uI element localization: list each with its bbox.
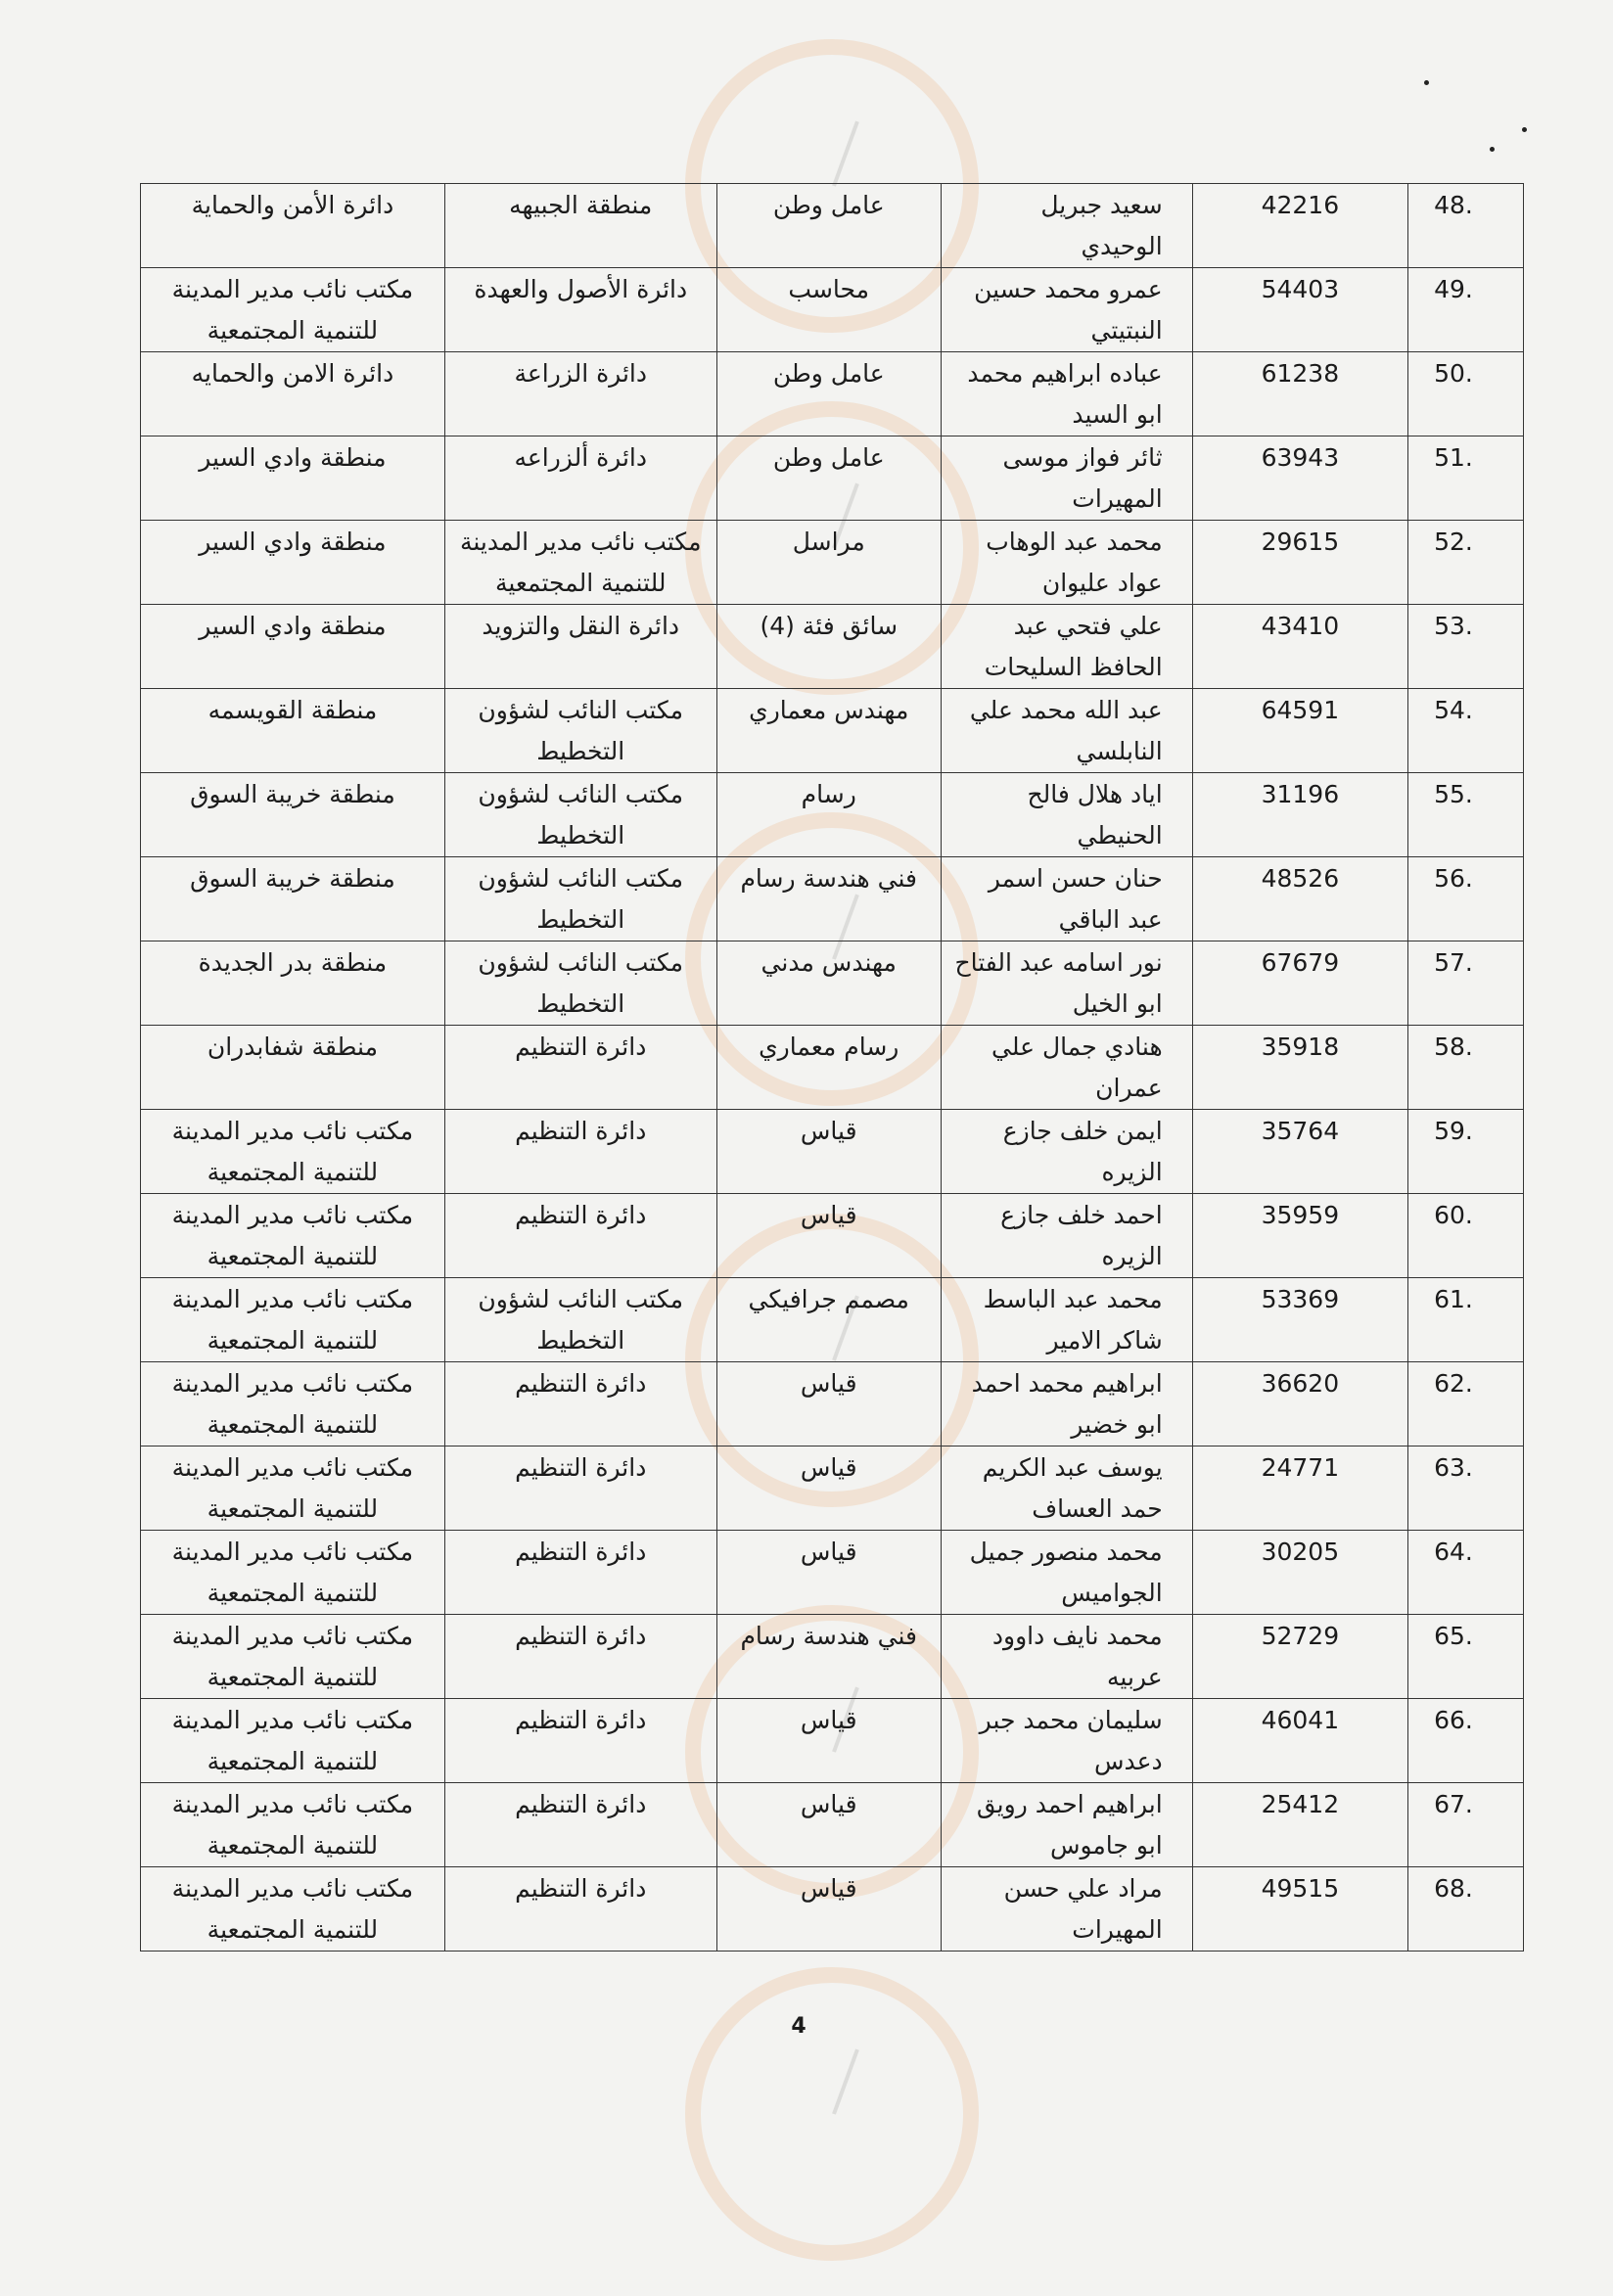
job-title: قياس <box>716 1110 941 1194</box>
job-title: رسام معماري <box>716 1026 941 1110</box>
new-location: مكتب نائب مدير المدينة للتنمية المجتمعية <box>141 1615 445 1699</box>
employee-id: 46041 <box>1192 1699 1407 1783</box>
employee-id: 31196 <box>1192 773 1407 857</box>
new-location: منطقة خريبة السوق <box>141 773 445 857</box>
current-department: دائرة التنظيم <box>444 1783 716 1867</box>
row-number: 54. <box>1408 689 1524 773</box>
current-department: مكتب النائب لشؤون التخطيط <box>444 941 716 1026</box>
employee-id: 29615 <box>1192 521 1407 605</box>
current-department: مكتب النائب لشؤون التخطيط <box>444 857 716 941</box>
row-number: 68. <box>1408 1867 1524 1952</box>
job-title: مصمم جرافيكي <box>716 1278 941 1362</box>
current-department: دائرة التنظيم <box>444 1615 716 1699</box>
new-location: منطقة خريبة السوق <box>141 857 445 941</box>
employee-id: 52729 <box>1192 1615 1407 1699</box>
job-title: عامل وطن <box>716 352 941 436</box>
table-row <box>141 436 1524 521</box>
employee-name: ايمن خلف جازع الزيره <box>941 1110 1192 1194</box>
employee-name: ثائر فواز موسى المهيرات <box>941 436 1192 521</box>
employee-name: علي فتحي عبد الحافظ السليحات <box>941 605 1192 689</box>
table-row <box>141 1110 1524 1194</box>
employee-id: 67679 <box>1192 941 1407 1026</box>
table-row <box>141 268 1524 352</box>
new-location: مكتب نائب مدير المدينة للتنمية المجتمعية <box>141 1446 445 1531</box>
table-row <box>141 1867 1524 1952</box>
row-number: 49. <box>1408 268 1524 352</box>
table-row <box>141 1699 1524 1783</box>
current-department: دائرة التنظيم <box>444 1110 716 1194</box>
row-number: 62. <box>1408 1362 1524 1446</box>
table-row <box>141 1194 1524 1278</box>
current-department: دائرة الأصول والعهدة <box>444 268 716 352</box>
job-title: مهندس مدني <box>716 941 941 1026</box>
new-location: دائرة الامن والحمايه <box>141 352 445 436</box>
new-location: مكتب نائب مدير المدينة للتنمية المجتمعية <box>141 1362 445 1446</box>
watermark-clock-logo <box>685 1967 979 2261</box>
current-department: دائرة الزراعة <box>444 352 716 436</box>
row-number: 61. <box>1408 1278 1524 1362</box>
employee-id: 35764 <box>1192 1110 1407 1194</box>
employee-name: اياد هلال فالح الحنيطي <box>941 773 1192 857</box>
job-title: قياس <box>716 1531 941 1615</box>
table-row <box>141 1278 1524 1362</box>
row-number: 57. <box>1408 941 1524 1026</box>
employee-name: حنان حسن اسمر عبد الباقي <box>941 857 1192 941</box>
table-row <box>141 1531 1524 1615</box>
table-row <box>141 773 1524 857</box>
table-row <box>141 521 1524 605</box>
job-title: مهندس معماري <box>716 689 941 773</box>
employee-name: عبد الله محمد علي النابلسي <box>941 689 1192 773</box>
employee-name: احمد خلف جازع الزيره <box>941 1194 1192 1278</box>
row-number: 51. <box>1408 436 1524 521</box>
job-title: محاسب <box>716 268 941 352</box>
job-title: قياس <box>716 1362 941 1446</box>
employee-name: ابراهيم احمد رويق ابو جاموس <box>941 1783 1192 1867</box>
employee-id: 35918 <box>1192 1026 1407 1110</box>
row-number: 60. <box>1408 1194 1524 1278</box>
job-title: مراسل <box>716 521 941 605</box>
page-number: 4 <box>791 2014 806 2039</box>
table-row <box>141 1615 1524 1699</box>
current-department: مكتب النائب لشؤون التخطيط <box>444 689 716 773</box>
row-number: 63. <box>1408 1446 1524 1531</box>
employee-name: نور اسامه عبد الفتاح ابو الخيل <box>941 941 1192 1026</box>
new-location: منطقة وادي السير <box>141 436 445 521</box>
current-department: دائرة التنظيم <box>444 1194 716 1278</box>
new-location: مكتب نائب مدير المدينة للتنمية المجتمعية <box>141 1194 445 1278</box>
job-title: سائق فئة (4) <box>716 605 941 689</box>
table-row <box>141 941 1524 1026</box>
row-number: 66. <box>1408 1699 1524 1783</box>
row-number: 52. <box>1408 521 1524 605</box>
job-title: عامل وطن <box>716 436 941 521</box>
table-row <box>141 605 1524 689</box>
row-number: 48. <box>1408 184 1524 268</box>
new-location: منطقة بدر الجديدة <box>141 941 445 1026</box>
employee-name: محمد نايف داوود عربيه <box>941 1615 1192 1699</box>
current-department: دائرة التنظيم <box>444 1531 716 1615</box>
row-number: 58. <box>1408 1026 1524 1110</box>
new-location: دائرة الأمن والحماية <box>141 184 445 268</box>
employee-name: عمرو محمد حسين النبتيتي <box>941 268 1192 352</box>
current-department: دائرة التنظيم <box>444 1867 716 1952</box>
row-number: 67. <box>1408 1783 1524 1867</box>
row-number: 65. <box>1408 1615 1524 1699</box>
current-department: دائرة التنظيم <box>444 1699 716 1783</box>
employee-id: 30205 <box>1192 1531 1407 1615</box>
new-location: مكتب نائب مدير المدينة للتنمية المجتمعية <box>141 1699 445 1783</box>
table-row <box>141 1026 1524 1110</box>
employee-id: 36620 <box>1192 1362 1407 1446</box>
employee-id: 64591 <box>1192 689 1407 773</box>
new-location: مكتب نائب مدير المدينة للتنمية المجتمعية <box>141 1531 445 1615</box>
table-row <box>141 1783 1524 1867</box>
employee-id: 54403 <box>1192 268 1407 352</box>
employee-id: 42216 <box>1192 184 1407 268</box>
job-title: رسام <box>716 773 941 857</box>
employee-name: عباده ابراهيم محمد ابو السيد <box>941 352 1192 436</box>
job-title: فني هندسة رسام <box>716 1615 941 1699</box>
scan-speck <box>1522 127 1527 132</box>
new-location: مكتب نائب مدير المدينة للتنمية المجتمعية <box>141 1110 445 1194</box>
table-row <box>141 352 1524 436</box>
row-number: 50. <box>1408 352 1524 436</box>
job-title: فني هندسة رسام <box>716 857 941 941</box>
job-title: قياس <box>716 1699 941 1783</box>
row-number: 59. <box>1408 1110 1524 1194</box>
row-number: 64. <box>1408 1531 1524 1615</box>
row-number: 55. <box>1408 773 1524 857</box>
employee-id: 63943 <box>1192 436 1407 521</box>
new-location: منطقة شفابدران <box>141 1026 445 1110</box>
table-row <box>141 1362 1524 1446</box>
employee-id: 61238 <box>1192 352 1407 436</box>
new-location: مكتب نائب مدير المدينة للتنمية المجتمعية <box>141 268 445 352</box>
job-title: عامل وطن <box>716 184 941 268</box>
employee-name: هنادي جمال علي عمران <box>941 1026 1192 1110</box>
current-department: دائرة النقل والتزويد <box>444 605 716 689</box>
scan-speck <box>1490 147 1495 152</box>
new-location: منطقة وادي السير <box>141 521 445 605</box>
employee-name: مراد علي حسن المهيرات <box>941 1867 1192 1952</box>
employee-id: 35959 <box>1192 1194 1407 1278</box>
employee-id: 53369 <box>1192 1278 1407 1362</box>
current-department: مكتب النائب لشؤون التخطيط <box>444 773 716 857</box>
employee-name: محمد عبد الوهاب عواد عليوان <box>941 521 1192 605</box>
job-title: قياس <box>716 1194 941 1278</box>
current-department: مكتب النائب لشؤون التخطيط <box>444 1278 716 1362</box>
employee-id: 43410 <box>1192 605 1407 689</box>
table-row <box>141 184 1524 268</box>
current-department: دائرة التنظيم <box>444 1362 716 1446</box>
current-department: دائرة التنظيم <box>444 1446 716 1531</box>
scan-speck <box>1424 80 1429 85</box>
new-location: مكتب نائب مدير المدينة للتنمية المجتمعية <box>141 1783 445 1867</box>
employee-name: محمد عبد الباسط شاكر الامير <box>941 1278 1192 1362</box>
table-row <box>141 1446 1524 1531</box>
row-number: 53. <box>1408 605 1524 689</box>
table-row <box>141 689 1524 773</box>
new-location: مكتب نائب مدير المدينة للتنمية المجتمعية <box>141 1867 445 1952</box>
employee-id: 48526 <box>1192 857 1407 941</box>
new-location: منطقة القويسمه <box>141 689 445 773</box>
table-row <box>141 857 1524 941</box>
employee-transfer-table <box>140 183 1524 1952</box>
current-department: مكتب نائب مدير المدينة للتنمية المجتمعية <box>444 521 716 605</box>
employee-name: محمد منصور جميل الجواميس <box>941 1531 1192 1615</box>
employee-id: 24771 <box>1192 1446 1407 1531</box>
employee-name: ابراهيم محمد احمد ابو خضير <box>941 1362 1192 1446</box>
employee-id: 25412 <box>1192 1783 1407 1867</box>
row-number: 56. <box>1408 857 1524 941</box>
current-department: دائرة التنظيم <box>444 1026 716 1110</box>
employee-id: 49515 <box>1192 1867 1407 1952</box>
employee-name: يوسف عبد الكريم حمد العساف <box>941 1446 1192 1531</box>
employee-name: سليمان محمد جبر دعدس <box>941 1699 1192 1783</box>
current-department: منطقة الجبيهه <box>444 184 716 268</box>
current-department: دائرة ألزراعه <box>444 436 716 521</box>
job-title: قياس <box>716 1867 941 1952</box>
new-location: منطقة وادي السير <box>141 605 445 689</box>
job-title: قياس <box>716 1783 941 1867</box>
new-location: مكتب نائب مدير المدينة للتنمية المجتمعية <box>141 1278 445 1362</box>
job-title: قياس <box>716 1446 941 1531</box>
employee-name: سعيد جبريل الوحيدي <box>941 184 1192 268</box>
